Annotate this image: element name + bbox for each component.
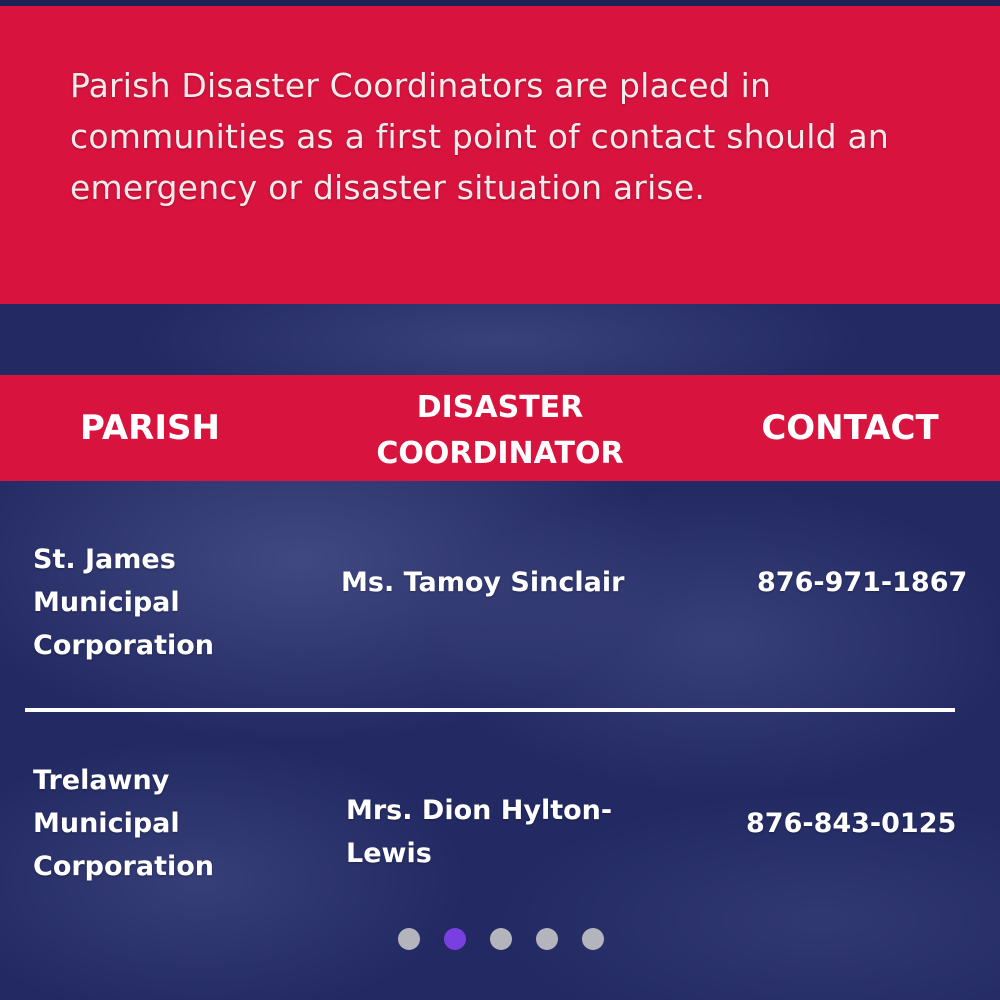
carousel-dot-3[interactable] <box>490 928 512 950</box>
row-2-contact-phone[interactable]: 876-843-0125 <box>746 808 957 839</box>
row-2-parish: Trelawny Municipal Corporation <box>33 765 215 882</box>
carousel-dot-2[interactable] <box>444 928 466 950</box>
carousel-dot-4[interactable] <box>536 928 558 950</box>
column-header-disaster-coordinator: DISASTER COORDINATOR <box>376 390 624 471</box>
table-header-row <box>0 375 1000 481</box>
intro-banner <box>0 6 1000 304</box>
carousel-dot-1[interactable] <box>398 928 420 950</box>
carousel-pagination <box>398 928 604 950</box>
column-header-parish: PARISH <box>80 408 220 448</box>
carousel-dot-5[interactable] <box>582 928 604 950</box>
row-1-coordinator: Ms. Tamoy Sinclair <box>341 567 625 598</box>
row-2-coordinator: Mrs. Dion Hylton-Lewis <box>346 795 613 869</box>
row-1-parish: St. James Municipal Corporation <box>33 544 215 661</box>
row-1-contact-phone[interactable]: 876-971-1867 <box>757 567 968 598</box>
intro-text: Parish Disaster Coordinators are placed in communities as a first point of contact should an emergency or disaster situation arise. <box>70 66 889 207</box>
column-header-contact: CONTACT <box>761 408 939 448</box>
row-divider <box>25 708 955 712</box>
